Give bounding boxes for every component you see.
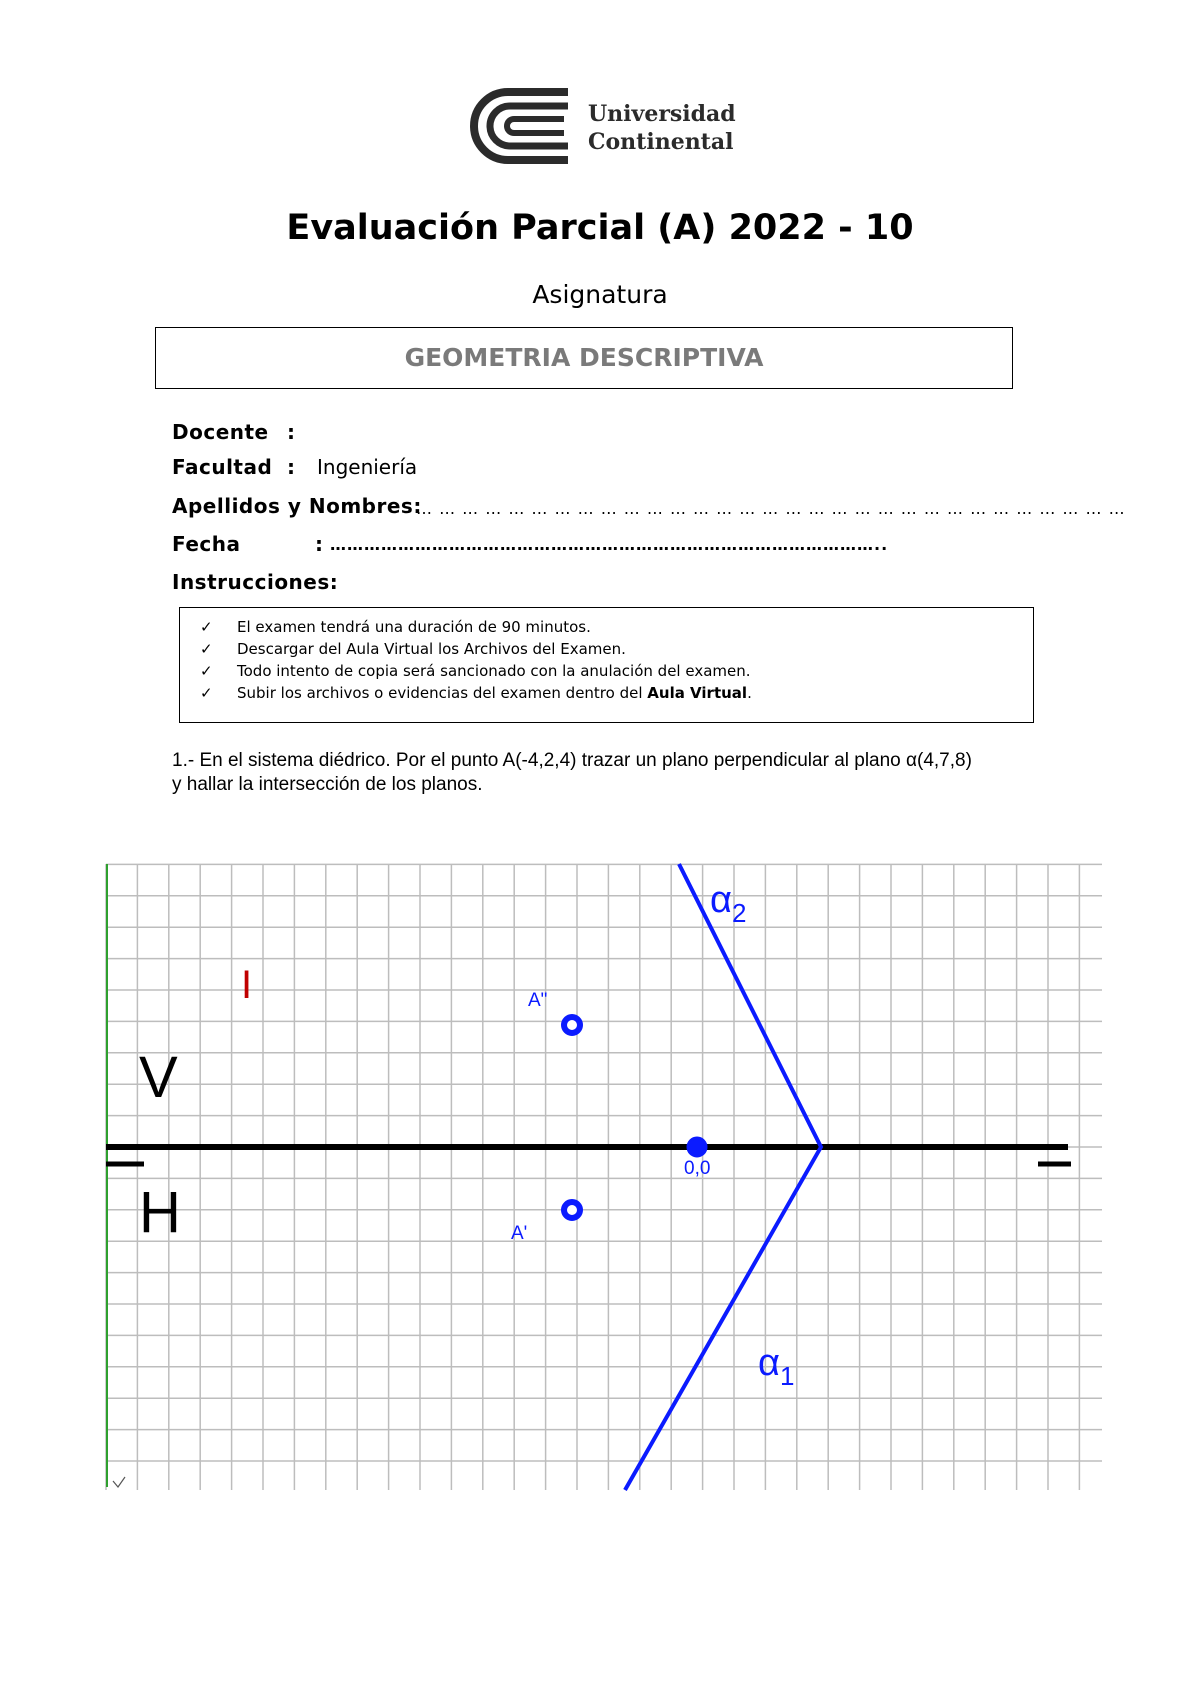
grid [106, 864, 1102, 1490]
check-icon: ✓ [200, 640, 213, 658]
exam-title: Evaluación Parcial (A) 2022 - 10 [286, 208, 914, 248]
facultad-label: Facultad [172, 455, 273, 479]
point-a-horizontal-label: A' [511, 1223, 528, 1244]
plane-label-v: V [139, 1045, 178, 1110]
question-line-1: 1.- En el sistema diédrico. Por el punto A(-4,2,4) trazar un plano perpendicular al plano α(4,7,8) [172, 750, 972, 771]
question-1 [172, 749, 1052, 797]
instruction-item: ✓ El examen tendrá una duración de 90 minutos. [200, 618, 591, 636]
check-icon: ✓ [200, 618, 213, 636]
nombres-fill-line[interactable]: … … … … … … … … … … … … … … … … … … … … … … … … … … … … … … … [416, 499, 1126, 518]
corner-mark-icon [113, 1477, 125, 1487]
instrucciones-label: Instrucciones: [172, 570, 339, 594]
point-a-vertical[interactable] [564, 1017, 580, 1033]
facultad-colon: : [287, 455, 295, 479]
alpha1-label: $\alpha_1$ [758, 1342, 795, 1391]
origin-label: 0,0 [684, 1158, 711, 1179]
point-a-vertical-label: A" [528, 990, 548, 1011]
fecha-colon: : [315, 532, 323, 556]
fecha-fill-line[interactable]: …………………………………………………………………………………….. [330, 535, 889, 554]
logo-wordmark [588, 100, 736, 156]
fecha-label: Fecha [172, 532, 241, 556]
instructions-box [179, 607, 1034, 723]
alpha2-label: $\alpha_2$ [710, 879, 747, 928]
nombres-label: Apellidos y Nombres: [172, 494, 422, 518]
instruction-item: ✓ Subir los archivos o evidencias del examen dentro del Aula Virtual. [200, 684, 752, 702]
quadrant-label-i: I [241, 963, 253, 1007]
check-icon: ✓ [200, 662, 213, 680]
logo-line-1: Universidad [588, 101, 736, 127]
plane-label-h: H [139, 1180, 181, 1245]
question-line-2: y hallar la intersección de los planos. [172, 774, 483, 795]
instruction-item: ✓ Descargar del Aula Virtual los Archivos del Examen. [200, 640, 626, 658]
origin-point[interactable] [688, 1138, 706, 1156]
subject-heading: Asignatura [532, 280, 668, 309]
dihedral-diagram [106, 864, 1102, 1494]
check-icon: ✓ [200, 684, 213, 702]
logo-line-2: Continental [588, 129, 734, 155]
docente-colon: : [287, 420, 295, 444]
instruction-item: ✓ Todo intento de copia será sancionado con la anulación del examen. [200, 662, 751, 680]
course-name-box: GEOMETRIA DESCRIPTIVA [155, 327, 1013, 389]
point-a-horizontal[interactable] [564, 1202, 580, 1218]
facultad-value: Ingeniería [317, 455, 418, 479]
docente-label: Docente [172, 420, 269, 444]
